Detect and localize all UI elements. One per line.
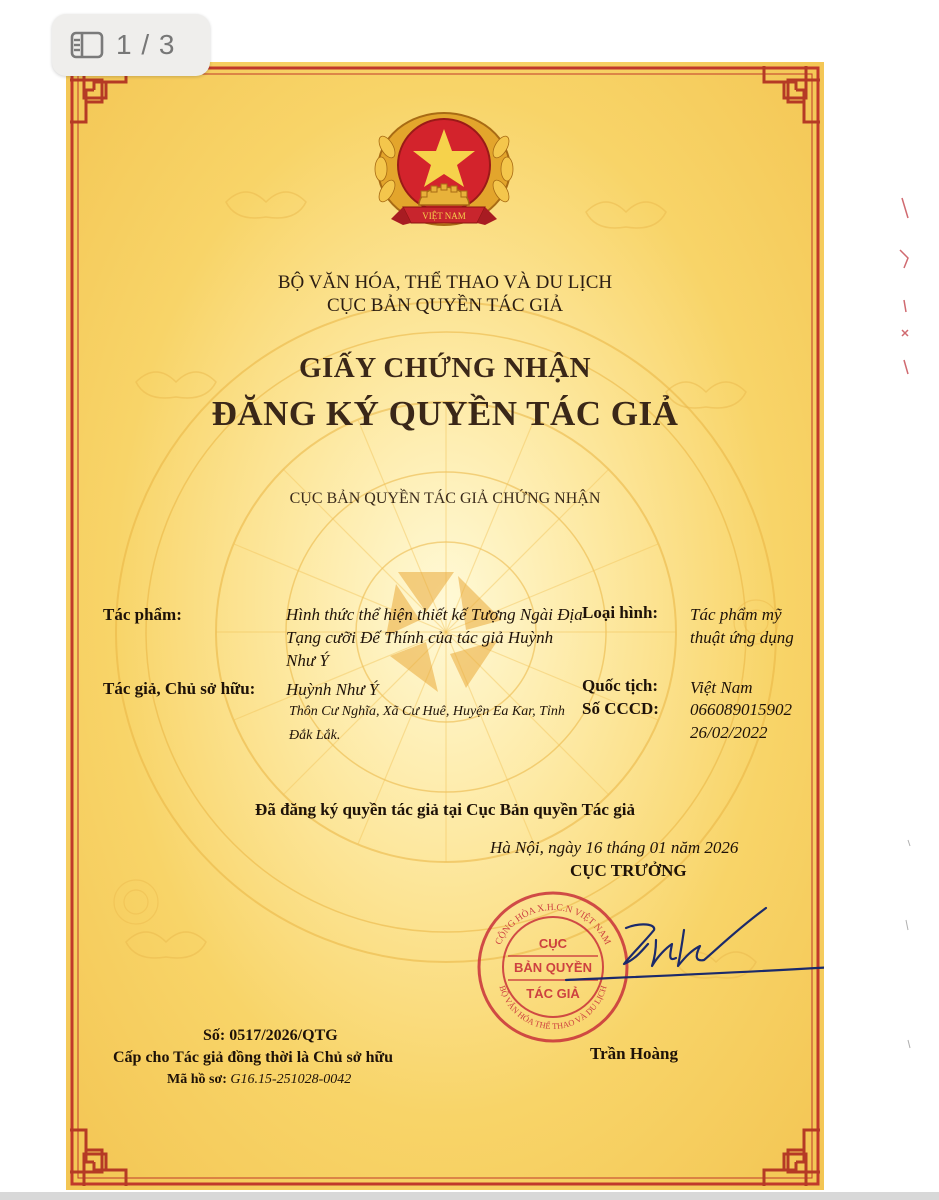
seal-line1: CỤC <box>538 936 568 951</box>
document-pages-icon <box>70 31 104 59</box>
signer-name: Trần Hoàng <box>590 1044 679 1063</box>
nationality-label: Quốc tịch: <box>582 676 659 695</box>
id-label: Số CCCD: <box>582 699 659 718</box>
national-emblem-icon <box>369 107 519 239</box>
page-counter-text: 1 / 3 <box>116 29 176 60</box>
date-place: Hà Nội, ngày 16 tháng 01 năm 2026 <box>490 838 739 857</box>
seal-outer-text: CỘNG HÒA X.H.C.N VIỆT NAM <box>493 902 613 947</box>
handwritten-signature <box>506 900 824 1000</box>
certificate <box>66 62 824 1190</box>
nationality-value: Việt Nam <box>690 678 753 697</box>
margin-marks <box>880 180 939 1080</box>
file-code-label: Mã hồ sơ: <box>167 1072 227 1087</box>
seal-line2: BẢN QUYỀN <box>513 960 593 975</box>
next-page-edge <box>0 1192 939 1200</box>
file-code-line <box>167 1072 351 1088</box>
work-label: Tác phẩm: <box>103 605 182 624</box>
signer-title: CỤC TRƯỞNG <box>570 861 687 880</box>
type-value: Tác phẩm mỹ thuật ứng dụng <box>690 605 794 647</box>
seal-outer-text-bottom: BỘ VĂN HÓA THỂ THAO VÀ DU LỊCH <box>497 984 609 1032</box>
address-value: Thôn Cư Nghĩa, Xã Cư Huê, Huyện Ea Kar, Tỉnh Đắk Lắk. <box>289 704 565 743</box>
certificate-title-line1: GIẤY CHỨNG NHẬN <box>298 352 592 384</box>
type-label: Loại hình: <box>582 603 659 622</box>
file-code-value: G16.15-251028-0042 <box>230 1072 352 1087</box>
certifies-statement: CỤC BẢN QUYỀN TÁC GIẢ CHỨNG NHẬN <box>289 490 601 507</box>
page-counter[interactable] <box>52 14 210 76</box>
issued-to: Cấp cho Tác giả đồng thời là Chủ sở hữu <box>113 1049 393 1066</box>
certificate-number: Số: 0517/2026/QTG <box>203 1027 338 1044</box>
ministry-name: BỘ VĂN HÓA, THỂ THAO VÀ DU LỊCH <box>277 272 613 293</box>
work-value: Hình thức thể hiện thiết kế Tượng Ngài Địa Tạng cưỡi Đế Thính của tác giả Huỳnh Như Ý <box>286 605 583 670</box>
registered-statement: Đã đăng ký quyền tác giả tại Cục Bản quyền Tác giả <box>255 800 635 819</box>
emblem-ribbon-text: VIỆT NAM <box>422 211 466 221</box>
author-label: Tác giả, Chủ sở hữu: <box>103 679 256 698</box>
certificate-title-line2: ĐĂNG KÝ QUYỀN TÁC GIẢ <box>211 394 679 433</box>
department-name: CỤC BẢN QUYỀN TÁC GIẢ <box>326 295 564 316</box>
seal-line3: TÁC GIẢ <box>526 986 580 1001</box>
id-number: 066089015902 <box>690 700 792 719</box>
author-value: Huỳnh Như Ý <box>286 680 379 699</box>
id-date: 26/02/2022 <box>690 723 768 742</box>
